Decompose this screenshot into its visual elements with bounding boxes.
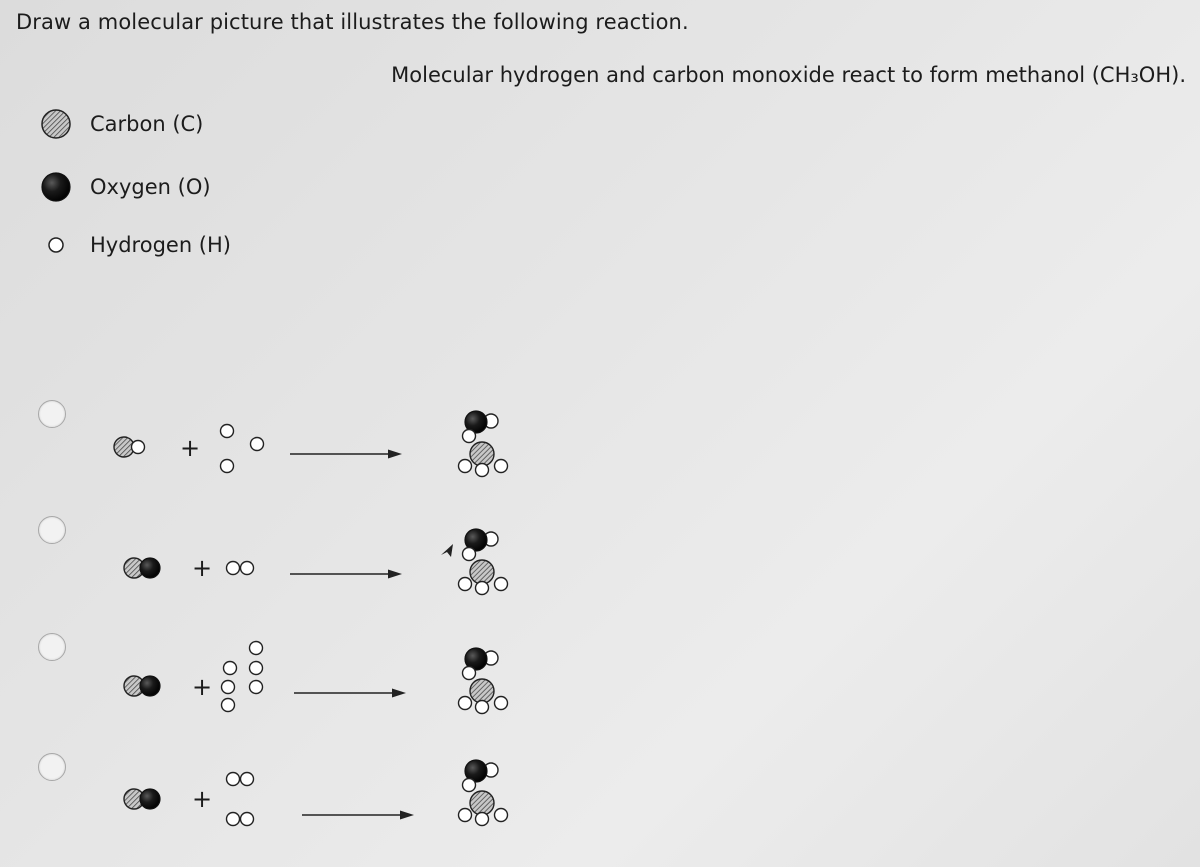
- radio-choice-2[interactable]: [38, 516, 66, 544]
- legend-label: Hydrogen (H): [90, 233, 231, 257]
- reaction-statement: Molecular hydrogen and carbon monoxide react to form methanol (CH₃OH).: [391, 63, 1186, 87]
- carbon-atom-icon: [38, 108, 78, 140]
- legend-hydrogen: [38, 229, 231, 261]
- methanol-molecule: [452, 406, 524, 486]
- answer-choice-4[interactable]: [0, 745, 560, 835]
- hydrogen-molecules: [222, 767, 262, 837]
- hydrogen-atoms: [215, 635, 275, 717]
- carbon-monoxide-molecule: [120, 672, 180, 702]
- legend-carbon: [38, 108, 203, 140]
- reaction-arrow: [288, 568, 408, 580]
- reaction-arrow: [300, 809, 420, 821]
- plus-sign: +: [192, 785, 213, 813]
- answer-choice-3[interactable]: [0, 625, 560, 715]
- radio-choice-4[interactable]: [38, 753, 66, 781]
- hydrogen-atom-icon: [38, 229, 78, 261]
- answer-choice-2[interactable]: [0, 508, 560, 598]
- hydrogen-atoms: [215, 420, 275, 480]
- carbon-monoxide-molecule: [108, 432, 168, 462]
- carbon-monoxide-molecule: [120, 554, 180, 584]
- methanol-molecule: [452, 643, 524, 723]
- methanol-molecule: [452, 755, 524, 835]
- legend-label: Carbon (C): [90, 112, 204, 136]
- hydrogen-molecule: [223, 556, 263, 582]
- reaction-arrow: [288, 448, 408, 460]
- plus-sign: +: [192, 673, 213, 701]
- legend-label: Oxygen (O): [90, 175, 211, 199]
- legend-oxygen: [38, 171, 211, 203]
- plus-sign: +: [192, 554, 213, 582]
- reaction-arrow: [292, 687, 412, 699]
- answer-choice-1[interactable]: [0, 390, 560, 480]
- radio-choice-3[interactable]: [38, 633, 66, 661]
- carbon-monoxide-molecule: [120, 785, 180, 815]
- oxygen-atom-icon: [38, 171, 78, 203]
- methanol-molecule: [452, 524, 524, 604]
- plus-sign: +: [180, 434, 201, 462]
- radio-choice-1[interactable]: [38, 400, 66, 428]
- question-prompt: Draw a molecular picture that illustrates the following reaction.: [16, 10, 689, 34]
